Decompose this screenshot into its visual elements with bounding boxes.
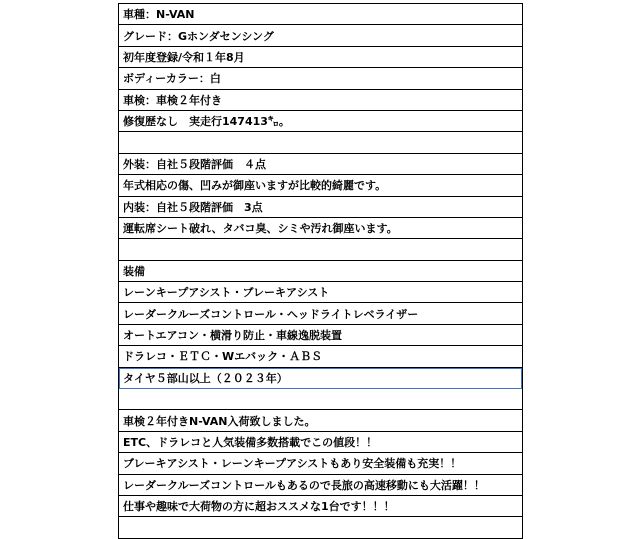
row-comment-5[interactable]: 仕事や趣味で大荷物の方に超おススメな1台です！！！	[119, 496, 522, 517]
row-interior-rating[interactable]: 内装：自社５段階評価 3点	[119, 197, 522, 218]
row-comment-3[interactable]: ブレーキアシスト・レーンキープアシストもあり安全装備も充実！！	[119, 453, 522, 474]
row-tire-selected[interactable]: タイヤ５部山以上（２０２３年）	[119, 368, 522, 389]
row-inspection[interactable]: 車検：車検２年付き	[119, 90, 522, 111]
row-equipment-1[interactable]: レーンキープアシスト・ブレーキアシスト	[119, 282, 522, 303]
row-blank[interactable]	[119, 517, 522, 538]
row-equipment-4[interactable]: ドラレコ・ＥＴＣ・Wエバック・ＡＢＳ	[119, 346, 522, 367]
row-interior-note[interactable]: 運転席シート破れ、タバコ臭、シミや汚れ御座います。	[119, 218, 522, 239]
row-vehicle-type[interactable]: 車種：N-VAN	[119, 4, 522, 25]
row-exterior-rating[interactable]: 外装：自社５段階評価 ４点	[119, 154, 522, 175]
row-blank[interactable]	[119, 132, 522, 153]
row-comment-1[interactable]: 車検２年付きN-VAN入荷致しました。	[119, 410, 522, 431]
row-comment-4[interactable]: レーダークルーズコントロールもあるので長旅の高速移動にも大活躍！！	[119, 475, 522, 496]
row-first-registration[interactable]: 初年度登録/令和１年8月	[119, 47, 522, 68]
row-exterior-note[interactable]: 年式相応の傷、凹みが御座いますが比較的綺麗です。	[119, 175, 522, 196]
row-blank[interactable]	[119, 389, 522, 410]
row-comment-2[interactable]: ETC、ドラレコと人気装備多数搭載でこの値段！！	[119, 432, 522, 453]
spec-sheet-table	[118, 3, 523, 539]
row-body-color[interactable]: ボディーカラー：白	[119, 68, 522, 89]
row-repair-history-mileage[interactable]: 修復歴なし 実走行147413㌔。	[119, 111, 522, 132]
row-equipment-2[interactable]: レーダークルーズコントロール・ヘッドライトレベライザー	[119, 303, 522, 324]
row-equipment-heading[interactable]: 装備	[119, 261, 522, 282]
row-grade[interactable]: グレード：Gホンダセンシング	[119, 25, 522, 46]
row-equipment-3[interactable]: オートエアコン・横滑り防止・車線逸脱装置	[119, 325, 522, 346]
row-blank[interactable]	[119, 239, 522, 260]
